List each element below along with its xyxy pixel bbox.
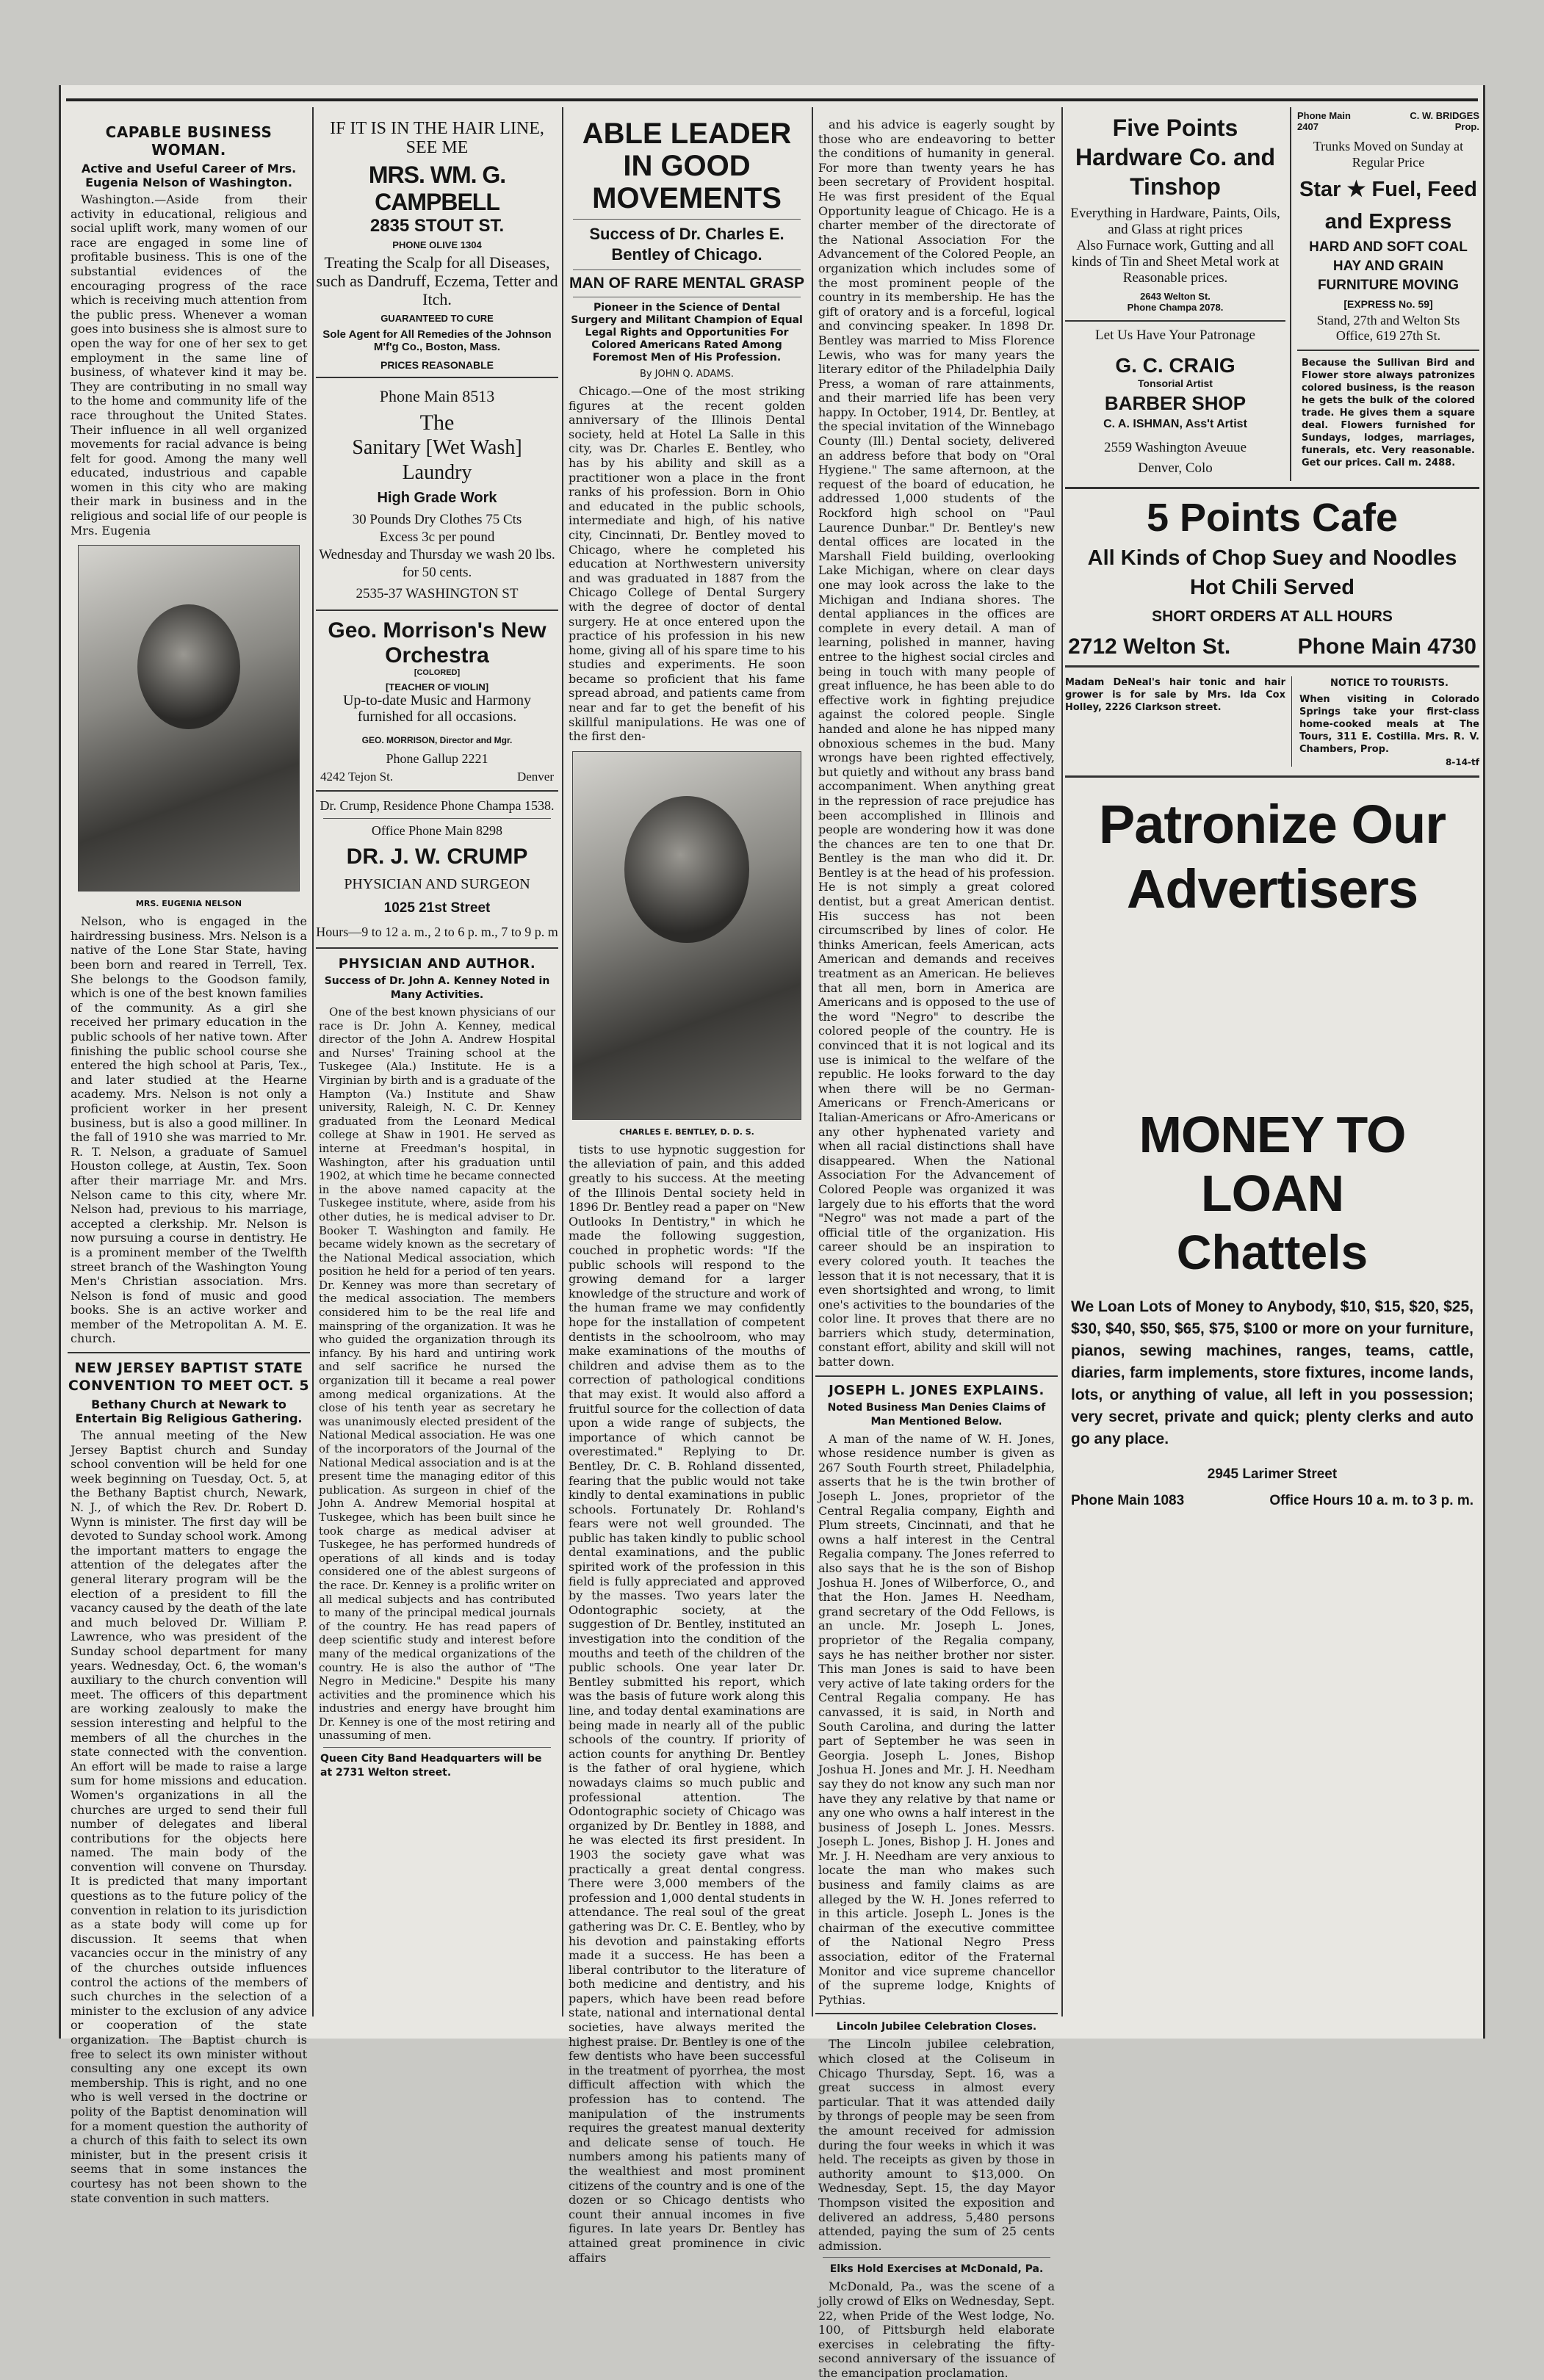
article-body: Washington.—Aside from their activity in educational, religious and social uplift work, many women of our race are engaged in some line of profitable business. This is one of the substantial evidences of the encouraging progress of the race which is receiving much attention from the public press. Whenever a woman goes into business she is almost sure to open the way for one of her sex to get employment in the same line of business, of whatever kind it may be. They are contributing in no small way to the home and community life of the race throughout the United States. Their influence in all well organized movements for racial advance is being felt for good. Among the many well educated, industrious and capable women in this city who are making their mark in business and in the religious and social life of our people is Mrs. Eugenia bbox=[71, 192, 307, 538]
patronize-our-advertisers: Patronize Our Advertisers bbox=[1098, 794, 1446, 919]
ad-crump-office: Office Phone Main 8298 bbox=[371, 823, 503, 838]
ad-loan-body: We Loan Lots of Money to Anybody, $10, $15, $20, $25, $30, $40, $50, $65, $75, $100 or more on your furniture, pianos, sewing machines, ranges, teams, cattle, diaries, farm implements, store fixtures, income lands, lots, or anything of value, all left in you possession; very secret, private and quick; plenty clerks and auto go any place. bbox=[1071, 1298, 1473, 1447]
ad-orchestra-body: Up-to-date Music and Harmony furnished for all occasions. bbox=[342, 692, 532, 725]
ad-fuel bbox=[1297, 138, 1479, 344]
column-rule bbox=[312, 107, 314, 2017]
ad-campbell-body: Treating the Scalp for all Diseases, such as Dandruff, Eczema, Tetter and Itch. bbox=[316, 253, 558, 308]
deck-pioneer: Pioneer in the Science of Dental Surgery and Militant Champion of Equal Legal Rights and Opportunities For Colored Americans Rated Among Foremost Men of His Profession. bbox=[571, 302, 803, 363]
article-body: Chicago.—One of the most striking figures at the recent golden anniversary of the Illinois Dental society, held at Hotel La Salle in this city, was Dr. Charles E. Bentley, who has by his ability and skill as a practitioner won a place in the front ranks of his profession. Born in Ohio and educated in the public schools, intermediate and high, of his native city, Cincinnati, Dr. Bentley moved to Chicago, where he completed his education at Northwestern university and was graduated in 1887 from the Chicago College of Dental Surgery with the degree of doctor of dental surgery. He at once entered upon the practice of his profession in his new home, giving all of his spare time to his studies and experiments. He soon became so proficient that his fame spread abroad, and patients came from near and far to get the benefit of his skillful manipulations. He was one of the first den- bbox=[569, 384, 805, 744]
byline: By JOHN Q. ADAMS. bbox=[639, 369, 735, 380]
newspaper-page bbox=[59, 85, 1485, 2380]
ad-campbell-guarantee: GUARANTEED TO CURE bbox=[380, 313, 494, 324]
ad-fuel-express: [EXPRESS No. 59] bbox=[1343, 298, 1433, 310]
deck-mental-grasp: MAN OF RARE MENTAL GRASP bbox=[569, 275, 805, 292]
ad-money-loan bbox=[1065, 1105, 1479, 1509]
ad-fuel-header bbox=[1297, 110, 1479, 132]
ad-fuel-office: Office, 619 27th St. bbox=[1335, 328, 1441, 343]
notice-tourists-heading: NOTICE TO TOURISTS. bbox=[1330, 678, 1449, 689]
headline-lincoln-jubilee: Lincoln Jubilee Celebration Closes. bbox=[836, 2021, 1037, 2033]
divider bbox=[316, 377, 558, 378]
ad-laundry-line: 30 Pounds Dry Clothes 75 Cts bbox=[352, 512, 522, 527]
column-rule bbox=[1061, 107, 1063, 2017]
ad-orchestra-address: 4242 Tejon St. bbox=[320, 770, 394, 784]
ad-laundry-line: Excess 3c per pound bbox=[379, 529, 495, 545]
notice-tourists-code: 8-14-tf bbox=[1446, 757, 1479, 767]
ad-orchestra bbox=[316, 618, 558, 784]
ad-laundry-phone: Phone Main 8513 bbox=[379, 387, 495, 405]
subhead: Active and Useful Career of Mrs. Eugenia Nelson of Washington. bbox=[81, 162, 297, 189]
ad-orchestra-teacher: [TEACHER OF VIOLIN] bbox=[385, 681, 489, 692]
divider bbox=[815, 1375, 1058, 1377]
photo-caption: CHARLES E. BENTLEY, D. D. S. bbox=[619, 1126, 754, 1137]
photo-caption: MRS. EUGENIA NELSON bbox=[135, 899, 242, 909]
ad-loan-headline: MONEY TO LOAN bbox=[1139, 1106, 1406, 1222]
ad-hardware bbox=[1065, 113, 1285, 313]
column-2 bbox=[316, 107, 558, 2017]
deck-bentley: Success of Dr. Charles E. Bentley of Chicago. bbox=[589, 225, 784, 264]
ad-campbell-prices: PRICES REASONABLE bbox=[380, 359, 494, 371]
notice-band: Queen City Band Headquarters will be at 2731 Welton street. bbox=[320, 1753, 542, 1779]
headline-able-leader: ABLE LEADER IN GOOD MOVEMENTS bbox=[582, 117, 792, 214]
ad-fuel-trunks: Trunks Moved on Sunday at Regular Price bbox=[1313, 139, 1464, 170]
ad-crump-title: PHYSICIAN AND SURGEON bbox=[344, 876, 530, 892]
ad-campbell-address: 2835 STOUT ST. bbox=[369, 216, 505, 236]
column-5-ads bbox=[1065, 107, 1479, 2017]
ad-cafe-footer bbox=[1068, 634, 1476, 659]
ad-hardware-body: Everything in Hardware, Paints, Oils, and Glass at right prices bbox=[1070, 206, 1280, 237]
ad-fuel-name: Star ★ Fuel, Feed and Express bbox=[1299, 178, 1477, 234]
portrait-photo bbox=[78, 545, 300, 891]
ad-fuel-line: HAY AND GRAIN bbox=[1332, 258, 1444, 274]
ad-barber-city: Denver, Colo bbox=[1138, 460, 1213, 476]
ad-campbell bbox=[316, 119, 558, 371]
subhead: Bethany Church at Newark to Entertain Big Religious Gathering. bbox=[75, 1397, 303, 1426]
divider bbox=[573, 219, 801, 220]
ad-cafe-line: All Kinds of Chop Suey and Noodles bbox=[1087, 546, 1457, 570]
headline-physician-author: PHYSICIAN AND AUTHOR. bbox=[338, 956, 536, 972]
subhead: Noted Business Man Denies Claims of Man Mentioned Below. bbox=[827, 1401, 1046, 1428]
divider bbox=[815, 2013, 1058, 2014]
ad-laundry bbox=[316, 387, 558, 602]
headline-capable-business-woman: CAPABLE BUSINESS WOMAN. bbox=[105, 123, 273, 159]
ad-loan-address: 2945 Larimer Street bbox=[1207, 1466, 1338, 1482]
ad-hardware-phone: Phone Champa 2078. bbox=[1127, 302, 1224, 313]
divider bbox=[823, 2257, 1050, 2258]
divider bbox=[68, 1352, 310, 1353]
top-rule bbox=[66, 98, 1478, 101]
ad-cafe-name: 5 Points Cafe bbox=[1146, 496, 1399, 540]
article-body: A man of the name of W. H. Jones, whose residence number is given as 267 South Fourth street, Philadelphia, asserts that he is the twin brother of Joseph L. Jones, proprietor of the Central Regalia company, Eighth and Plum streets, Cincinnati, and that he owns a half interest in the Central Regalia company. The Jones referred to also says that he is the son of Bishop Joshua H. Jones of Wilberforce, O., and that the Hon. James H. Needham, grand secretary of the Odd Fellows, is an uncle. Mr. Joseph L. Jones, proprietor of the Regalia company, says he has neither brother nor sister. This man Jones is said to have been very active of late taking orders for the Central Regalia company. He has canvassed, it is said, in North and South Carolina, and during the latter part of September he was seen in Georgia. Joseph L. Jones, Bishop Joshua H. Jones and Mr. J. H. Needham say they do not know any such man nor have they any relative by that name or any one who owns a half interest in the business of Joseph L. Jones. Messrs. Joseph L. Jones, Bishop J. H. Jones and Mr. J. H. Needham are very anxious to locate the man who makes such business and family claims as are alleged by the W. H. Jones referred to in this article. Joseph L. Jones is the chairman of the executive committee of the National Negro Press association, editor of the Fraternal Monitor and vice supreme chancellor of the supreme lodge, Knights of Pythias. bbox=[818, 1431, 1055, 2007]
ads-left-stack bbox=[1065, 107, 1291, 481]
ad-cafe-line: Hot Chili Served bbox=[1190, 576, 1354, 599]
ad-barber-patronage: Let Us Have Your Patronage bbox=[1095, 328, 1255, 343]
article-body: McDonald, Pa., was the scene of a jolly crowd of Elks on Wednesday, Sept. 22, when Pride of the West lodge, No. 100, of Pittsburgh held elaborate exercises in celebrating the fifty-second anniversary of the issuance of the emancipation proclamation. bbox=[818, 2279, 1055, 2380]
ad-hardware-name: Five Points Hardware Co. and Tinshop bbox=[1075, 115, 1276, 200]
divider bbox=[1065, 320, 1285, 322]
ad-barber bbox=[1065, 328, 1285, 477]
headline-joseph-jones: JOSEPH L. JONES EXPLAINS. bbox=[829, 1382, 1045, 1398]
ad-cafe bbox=[1065, 495, 1479, 659]
ad-orchestra-address-row bbox=[320, 770, 554, 784]
divider bbox=[1065, 487, 1479, 489]
ad-fuel-stand: Stand, 27th and Welton Sts bbox=[1316, 313, 1460, 328]
ad-barber-assistant: C. A. ISHMAN, Ass't Artist bbox=[1103, 418, 1247, 430]
ad-laundry-name: Sanitary [Wet Wash] Laundry bbox=[352, 436, 522, 484]
ad-campbell-name: MRS. WM. G. CAMPBELL bbox=[368, 162, 506, 215]
ad-barber-owner: G. C. CRAIG bbox=[1115, 354, 1235, 377]
column-rule bbox=[562, 107, 563, 2017]
ad-campbell-agent: Sole Agent for All Remedies of the Johnson M'f'g Co., Boston, Mass. bbox=[322, 328, 552, 353]
ad-hardware-address: 2643 Welton St. bbox=[1140, 291, 1211, 302]
ad-crump bbox=[316, 797, 558, 940]
divider bbox=[1065, 665, 1479, 668]
ads-top-row bbox=[1065, 107, 1479, 481]
ad-cafe-address: 2712 Welton St. bbox=[1068, 634, 1231, 659]
divider bbox=[316, 947, 558, 949]
ad-crump-residence: Dr. Crump, Residence Phone Champa 1538. bbox=[320, 798, 555, 813]
ad-hardware-body2: Also Furnace work, Gutting and all kinds of Tin and Sheet Metal work at Reasonable prices. bbox=[1071, 238, 1280, 286]
divider bbox=[316, 790, 558, 792]
column-1 bbox=[68, 107, 310, 2205]
notice-tourists bbox=[1296, 673, 1479, 770]
divider bbox=[1065, 775, 1479, 778]
ad-loan-phone: Phone Main 1083 bbox=[1071, 1493, 1185, 1508]
ad-laundry-address: 2535-37 WASHINGTON ST bbox=[356, 586, 519, 601]
ad-laundry-high-grade: High Grade Work bbox=[377, 490, 497, 506]
ad-campbell-tagline: IF IT IS IN THE HAIR LINE, SEE ME bbox=[330, 119, 544, 157]
divider bbox=[316, 610, 558, 611]
article-body: The Lincoln jubilee celebration, which closed at the Coliseum in Chicago Thursday, Sept. 16, was a great success in almost every particular. That it was attended daily by throngs of people may be seen from the amount received for admission during the four weeks in which it was held. The receipts as given by those in authority amount to $13,000. On Wednesday, Sept. 15, the day Mayor Thompson visited the exposition and delivered an address, 5,480 persons attended, paying the sum of 25 cents admission. bbox=[818, 2037, 1055, 2253]
ad-orchestra-director: GEO. MORRISON, Director and Mgr. bbox=[361, 735, 513, 745]
notices-row bbox=[1065, 673, 1479, 770]
ad-cafe-phone: Phone Main 4730 bbox=[1297, 634, 1476, 659]
ad-orchestra-city: Denver bbox=[516, 770, 554, 784]
ad-orchestra-colored: [COLORED] bbox=[414, 668, 461, 677]
ad-barber-shop: BARBER SHOP bbox=[1104, 392, 1247, 414]
ad-flower-store: Because the Sullivan Bird and Flower store always patronizes colored business, is the reason he gets the bulk of the colored trade. He gives them a square deal. Flowers furnished for Sundays, lodges, marriages, funerals, etc. Very reasonable. Get our prices. Call m. 2488. bbox=[1302, 358, 1475, 469]
divider bbox=[323, 818, 551, 819]
column-rule bbox=[812, 107, 813, 2017]
ad-laundry-the: The bbox=[419, 410, 455, 435]
notice-tourists-body: When visiting in Colorado Springs take your first-class home-cooked meals at The Tours, 311 E. Costilla. Mrs. R. V. Chambers, Prop. bbox=[1299, 694, 1479, 755]
ads-right-stack bbox=[1291, 107, 1479, 481]
headline-elks: Elks Hold Exercises at McDonald, Pa. bbox=[829, 2263, 1044, 2276]
subhead: Success of Dr. John A. Kenney Noted in Many Activities. bbox=[324, 975, 550, 1001]
blank-space bbox=[1065, 922, 1479, 1105]
portrait-photo bbox=[572, 751, 801, 1120]
article-body: One of the best known physicians of our race is Dr. John A. Kenney, medical director of the John A. Andrew Hospital and Nurses' Training school at the Tuskegee (Ala.) Institute. He is a Virginian by birth and is a graduate of the Hampton (Va.) Institute and Shaw university, Raleigh, N. C. Dr. Kenney graduated from the Leonard Medical college at Shaw in 1901. He served as interne at Freedman's hospital, in Washington, after his graduation until 1902, at which time he became connected in the above named capacity at the Tuskegee institute, where, aside from his other duties, he is medical adviser to Dr. Booker T. Washington and family. He became widely known as the secretary of the National Medical association, which position he held for a period of ten years. Dr. Kenney was more than secretary of the medical association. The members considered him to be the real life and mainspring of the organization. It was he who guided the organization through its infancy. By his hard and untiring work and self sacrifice he nursed the organization till it became a real power among medical organizations. At the close of his tenth year as secretary he was unanimously elected president of the National Medical association. He was one of the incorporators of the Journal of the National Medical association and is at the present time the managing editor of this publication. As surgeon in chief of the John A. Andrew Memorial hospital at Tuskegee, which has been built since he took charge as medical adviser at Tuskegee, he has performed hundreds of operations of all kinds and is today considered one of the ablest surgeons of the race. Dr. Kenney is a prolific writer on all medical subjects and has contributed to many of the principal medical journals of the country. He has read papers of deep scientific study and interest before many of the medical organizations of the country. He is also the author of "The Negro in Medicine." Despite his many activities and the prominence which his industries and energy have brought him Dr. Kenney is one of the most retiring and unassuming of men. bbox=[319, 1005, 555, 1743]
headline-new-jersey-baptist: NEW JERSEY BAPTIST STATE CONVENTION TO MEET OCT. 5 bbox=[68, 1360, 310, 1395]
article-body: Nelson, who is engaged in the hairdressing business. Mrs. Nelson is a native of the Lone Star State, having been born and reared in Terrell, Tex. She belongs to the Goodson family, which is one of the best known families of the community. As a girl she received her primary education in the public schools of her native town. After finishing the public school course she entered the high school at Paris, Tex., and later studied at the Hearne academy. Mrs. Nelson is not only a proficient worker in her present business, but is also a good milliner. In the fall of 1910 she was married to Mr. R. T. Nelson, a graduate of Samuel Houston college, at Austin, Tex. Soon after their marriage Mr. and Mrs. Nelson came to this city, where Mr. Nelson had, previous to his marriage, accepted a clerkship. Mr. Nelson is now pursuing a course in dentistry. He is a prominent member of the Twelfth street branch of the Washington Young Men's Christian association. Mrs. Nelson is fond of music and good books. She is an active worker and member of the Metropolitan A. M. E. church. bbox=[71, 914, 307, 1346]
ad-fuel-line: FURNITURE MOVING bbox=[1317, 278, 1460, 293]
article-body: tists to use hypnotic suggestion for the alleviation of pain, and this added greatly to his success. At the meeting of the Illinois Dental society held in 1896 Dr. Bentley read a paper on "New Outlooks In Dentistry," in which he made the following suggestion, couched in prophetic words: "If the public schools will respond to the growing demand for a larger knowledge of the structure and work of the human frame we may confidently hope for the installation of competent dentists in the schoolroom, who may make examinations of the mouths of children and advise them as to the correction of pathological conditions that may exist. It would also afford a fruitful source for the collection of data upon a wide range of subjects, the importance of which cannot be overestimated." Replying to Dr. Bentley, Dr. C. B. Rohland dissented, fearing that the public would not take kindly to dental examinations in public schools. Fortunately Dr. Rohland's fears were not well grounded. The public has taken kindly to public school dental examinations, and the public spirited work of the profession in this field is fully appreciated and approved by the masses. Two years later the Odontographic society, at the suggestion of Dr. Bentley, instituted an investigation into the condition of the mouths and teeth of the children of the public schools. One year later Dr. Bentley submitted his report, which was the basis of future work along this line, and today dental examinations are being made in nearly all of the public schools of the country. If priority of action counts for anything Dr. Bentley is the father of oral hygiene, which nowadays claims so much public and professional attention. The Odontographic society of Chicago was organized by Dr. Bentley in 1888, and he was elected its first president. In 1903 the society gave what was practically a great dental congress. There were 3,000 members of the profession and 1,000 dental students in attendance. The real soul of the great gathering was Dr. C. E. Bentley, who by his devotion and painstaking efforts made it a success. He has been a liberal contributor to the literature of both medicine and dentistry, and his papers, which have been read before state, national and international dental societies, have always merited the highest praise. Dr. Bentley is one of the few dentists who have been successful in the treatment of pyorrhea, the most difficult affection with which the profession has to contend. The manipulation of the instruments requires the greatest manual dexterity and delicate sense of touch. He numbers among his patients many of the wealthiest and most prominent citizens of the country and is one of the dozen or so Chicago dentists who count their annual incomes in five figures. In late years Dr. Bentley has attained great prominence in civic affairs bbox=[569, 1142, 805, 2265]
article-body: and his advice is eagerly sought by those who are endeavoring to better the conditions of humanity in general. For more than twenty years he has been secretary of Provident hospital. He was first president of the Equal Opportunity league of Chicago. He is a charter member of the directorate of the National Association For the Advancement of the Colored People, an organization which includes some of the most prominent people of the country in its membership. He has the gift of oratory and is a forceful, logical and convincing speaker. In 1898 Dr. Bentley was married to Miss Florence Lewis, who was for many years the literary editor of the Philadelphia Daily Press, a woman of rare attainments, and their married life has been very happy. In October, 1914, Dr. Bentley, at the special invitation of the Winnebago County (Ill.) Dental society, delivered an address before that body on "Oral Hygiene." The same afternoon, at the request of the board of education, he addressed 1,000 students of the Rockford high school on "Paul Laurence Dunbar." Dr. Bentley's new dental offices are located in the Marshall Field building, overlooking Lake Michigan, where on clear days one may look across the lake to the Michigan and Indiana shores. The dental appliances in the offices are complete in every detail. A man of learning, polished in manner, having entree to the highest social circles and being in touch with many people of great influence, he has been able to do effective work in fighting prejudice against the colored people. Single handed and alone he has nipped many obnoxious schemes in the bud. Many wrongs have been righted effectively, but quietly and without any brass band accompaniment. When anything great in the repression of race prejudice has been accomplished in Illinois and people are wondering how it was done the chances are ten to one that Dr. Bentley is the man who did it. Dr. Bentley is at the head of his profession. He is not simply a great colored dentist, but a great American dentist. His success has not been circumscribed by lines of color. He thinks American, feels American, acts American and demands and receives treatment as an American. He believes that all men, born in America are Americans and is opposed to the use of the word "Negro" to describe the colored people of the country. He is convinced that it is not logical and its use is inimical to the welfare of the republic. He looks forward to the day when there will be no German-Americans or French-Americans or Italian-Americans or Afro-Americans or any other hyphenated variety and when all racial distinctions shall have disappeared. When the National Association For the Advancement of Colored People was organized it was largely due to his efforts that the word "Negro" was not made a part of the official title of the organization. His career should be an inspiration to every colored youth. It teaches the lesson that it is not necessary, that it is even shortsighted and wrong, to limit one's activities to the boundaries of the color line. It proves that there are no barriers which study, determination, constant effort, ability and skill will not batter down. bbox=[818, 117, 1055, 1370]
ad-laundry-line: Wednesday and Thursday we wash 20 lbs. for 50 cents. bbox=[319, 547, 555, 580]
ad-barber-address: 2559 Washington Aveuue bbox=[1103, 440, 1247, 455]
ad-crump-name: DR. J. W. CRUMP bbox=[346, 844, 528, 869]
ad-crump-address: 1025 21st Street bbox=[383, 900, 491, 916]
ad-loan-hours: Office Hours 10 a. m. to 3 p. m. bbox=[1269, 1493, 1473, 1508]
ad-orchestra-phone: Phone Gallup 2221 bbox=[386, 751, 488, 766]
ad-orchestra-name: Geo. Morrison's New Orchestra bbox=[328, 618, 546, 668]
ad-barber-artist: Tonsorial Artist bbox=[1138, 377, 1213, 389]
article-body: The annual meeting of the New Jersey Baptist church and Sunday school convention will be held for one week beginning on Tuesday, Oct. 5, at the Bethany Baptist church, Newark, N. J., of which the Rev. Dr. Robert D. Wynn is minister. The first day will be devoted to Sunday school work. Among the important matters to engage the attention of the delegates after the general literary program will be the election of a president to fill the vacancy caused by the death of the late and much beloved Dr. William P. Lawrence, who was president of the Sunday school department for many years. Wednesday, Oct. 6, the woman's auxiliary to the church convention will meet. The officers of this department are working zealously to make the session interesting and helpful to the members of all the churches in the state connected with the convention. An effort will be made to raise a large sum for home missions and education. Women's organizations in all the churches are urged to send their full number of delegates and liberal contributions for the objects here named. The main body of the convention will convene on Thursday. It is predicted that many important questions as to the future policy of the convention in relation to its jurisdiction as a state body will come up for discussion. It seems that when vacancies occur in the ministry of any of the churches outside influences control the actions of the members of such churches in the selection of a minister to the exclusion of any advice or cooperation of the state organization. The Baptist church is free to select its own minister without consulting any one except its own membership. This is right, and no one who is well versed in the doctrine or polity of the Baptist denomination will for a moment question the authority of a church of this faith to select its own minister, but in the present crisis it seems that in some instances the courtesy has not been shown to the state convention in such matters. bbox=[71, 1428, 307, 2205]
divider bbox=[1297, 350, 1479, 351]
portrait-face bbox=[137, 604, 240, 729]
ad-crump-hours: Hours—9 to 12 a. m., 2 to 6 p. m., 7 to 9 p. m bbox=[316, 925, 558, 939]
ad-campbell-phone: PHONE OLIVE 1304 bbox=[392, 239, 482, 250]
column-4 bbox=[815, 107, 1058, 2380]
ad-loan-footer bbox=[1071, 1493, 1473, 1509]
ad-fuel-line: HARD AND SOFT COAL bbox=[1309, 239, 1468, 255]
ad-fuel-phone: Phone Main 2407 bbox=[1297, 110, 1351, 132]
notice-hair-tonic: Madam DeNeal's hair tonic and hair grower is for sale by Mrs. Ida Cox Holley, 2226 Clarkson street. bbox=[1065, 676, 1292, 767]
ad-loan-subhead: Chattels bbox=[1176, 1225, 1368, 1279]
divider bbox=[323, 1747, 551, 1748]
ad-cafe-hours: SHORT ORDERS AT ALL HOURS bbox=[1152, 608, 1393, 625]
ad-fuel-proprietor: C. W. BRIDGES Prop. bbox=[1410, 110, 1479, 132]
portrait-face bbox=[624, 796, 749, 943]
column-3 bbox=[566, 107, 808, 2265]
